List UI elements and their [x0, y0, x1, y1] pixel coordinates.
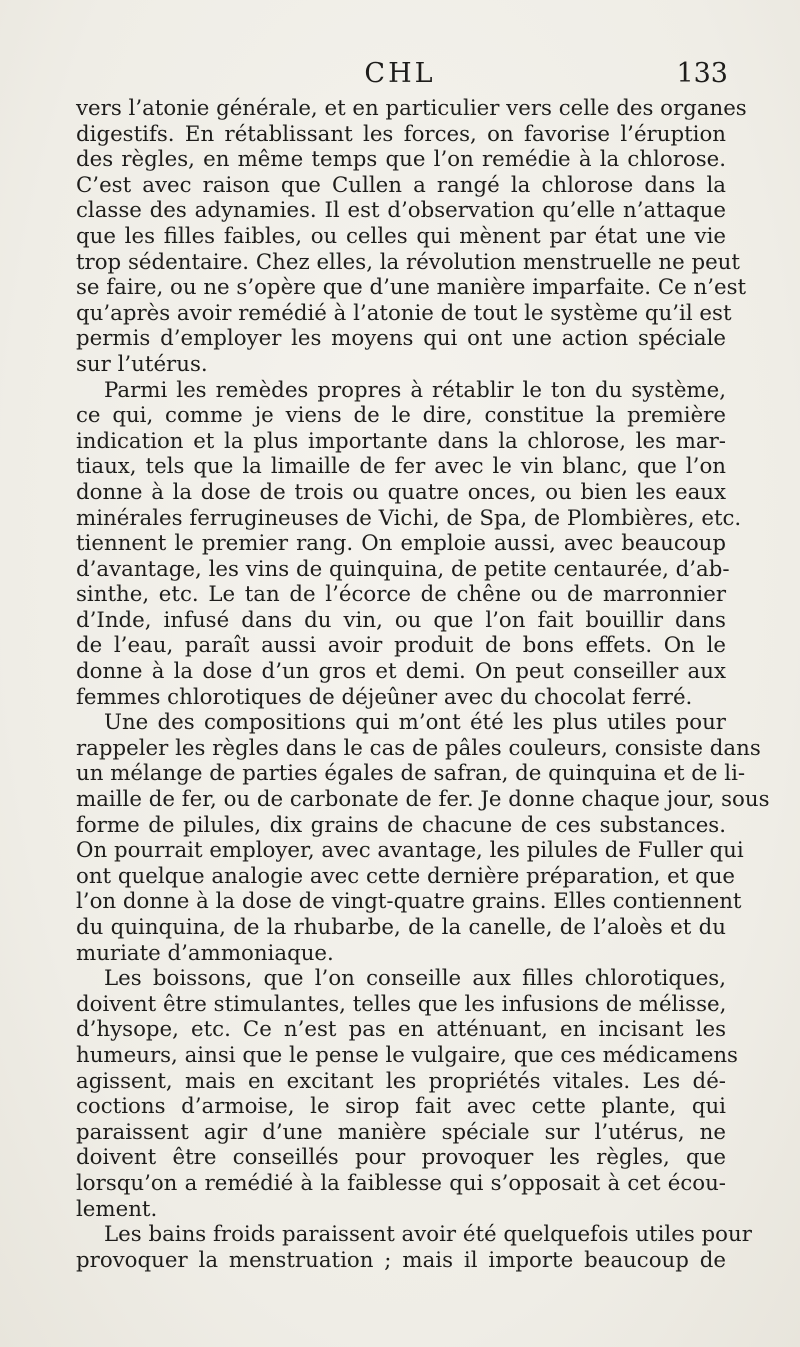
text-line: Les bains froids paraissent avoir été quelquefois utiles pour [104, 1222, 752, 1248]
text-line: un mélange de parties égales de safran, de quinquina et de li- [76, 761, 746, 787]
text-line: trop sédentaire. Chez elles, la révolution menstruelle ne peut [76, 249, 740, 275]
paragraph [76, 1222, 752, 1273]
text-line: muriate d’ammoniaque. [76, 940, 334, 966]
text-line: permis d’employer les moyens qui ont une action spéciale [76, 326, 726, 352]
text-line: ce qui, comme je viens de le dire, constitue la première [76, 403, 726, 429]
text-line: ont quelque analogie avec cette dernière préparation, et que [76, 863, 736, 889]
text-line: maille de fer, ou de carbonate de fer. Je donne chaque jour, sous [76, 787, 770, 813]
text-line: l’on donne à la dose de vingt-quatre grains. Elles contiennent [76, 889, 742, 915]
text-line: doivent être stimulantes, telles que les infusions de mélisse, [76, 991, 727, 1017]
text-line: donne à la dose d’un gros et demi. On peut conseiller aux [76, 659, 726, 685]
paragraph [76, 96, 747, 378]
text-line: d’avantage, les vins de quinquina, de petite centaurée, d’ab- [76, 556, 730, 582]
text-line: provoquer la menstruation ; mais il importe beaucoup de [76, 1247, 726, 1273]
text-line: sur l’utérus. [76, 351, 208, 377]
text-line: indication et la plus importante dans la chlorose, les mar- [76, 428, 726, 454]
text-line: donne à la dose de trois ou quatre onces, ou bien les eaux [76, 479, 726, 505]
text-line: des règles, en même temps que l’on remédie à la chlorose. [76, 147, 726, 173]
text-line: d’Inde, infusé dans du vin, ou que l’on fait bouillir dans [76, 607, 726, 633]
text-line: humeurs, ainsi que le pense le vulgaire, que ces médicamens [76, 1042, 738, 1068]
text-line: lorsqu’on a remédié à la faiblesse qui s’opposait à cet écou- [76, 1170, 726, 1196]
text-line: sinthe, etc. Le tan de l’écorce de chêne ou de marronnier [76, 582, 726, 608]
text-line: lement. [76, 1196, 158, 1222]
text-line: tiennent le premier rang. On emploie aussi, avec beaucoup [76, 531, 726, 557]
text-line: minérales ferrugineuses de Vichi, de Spa, de Plombières, etc. [76, 505, 742, 531]
text-line: coctions d’armoise, le sirop fait avec cette plante, qui [76, 1094, 726, 1120]
text-line: paraissent agir d’une manière spéciale sur l’utérus, ne [76, 1119, 726, 1145]
text-line: agissent, mais en excitant les propriétés vitales. Les dé- [76, 1068, 726, 1094]
text-line: digestifs. En rétablissant les forces, on favorise l’éruption [76, 121, 726, 147]
paragraph [76, 966, 738, 1222]
page-number: 133 [676, 58, 728, 89]
paragraph [76, 377, 742, 711]
text-line: rappeler les règles dans le cas de pâles couleurs, consiste dans [76, 735, 761, 761]
text-line: se faire, ou ne s’opère que d’une manière imparfaite. Ce n’est [76, 275, 747, 301]
text-line: tiaux, tels que la limaille de fer avec le vin blanc, que l’on [76, 454, 726, 480]
text-line: Les boissons, que l’on conseille aux filles chlorotiques, [104, 966, 726, 992]
text-line: classe des adynamies. Il est d’observation qu’elle n’attaque [76, 198, 726, 224]
text-line: Une des compositions qui m’ont été les plus utiles pour [104, 710, 726, 736]
running-head-title: CHL [364, 58, 436, 89]
text-line: doivent être conseillés pour provoquer les règles, que [76, 1145, 726, 1171]
text-line: forme de pilules, dix grains de chacune de ces substances. [76, 812, 726, 838]
text-line: Parmi les remèdes propres à rétablir le ton du système, [104, 377, 726, 403]
text-line: vers l’atonie générale, et en particulier vers celle des organes [76, 96, 747, 121]
text-line: qu’après avoir remédié à l’atonie de tout le système qu’il est [76, 300, 732, 326]
text-line: du quinquina, de la rhubarbe, de la canelle, de l’aloès et du [76, 915, 726, 940]
body-text [76, 96, 770, 1273]
text-line: que les filles faibles, ou celles qui mènent par état une vie [76, 223, 726, 249]
text-line: femmes chlorotiques de déjeûner avec du chocolat ferré. [76, 684, 693, 710]
paragraph [76, 710, 770, 966]
text-line: de l’eau, paraît aussi avoir produit de bons effets. On le [76, 633, 726, 659]
running-head [72, 58, 728, 94]
text-line: d’hysope, etc. Ce n’est pas en atténuant, en incisant les [76, 1017, 726, 1043]
text-line: C’est avec raison que Cullen a rangé la chlorose dans la [76, 172, 726, 198]
text-line: On pourrait employer, avec avantage, les pilules de Fuller qui [76, 838, 744, 864]
